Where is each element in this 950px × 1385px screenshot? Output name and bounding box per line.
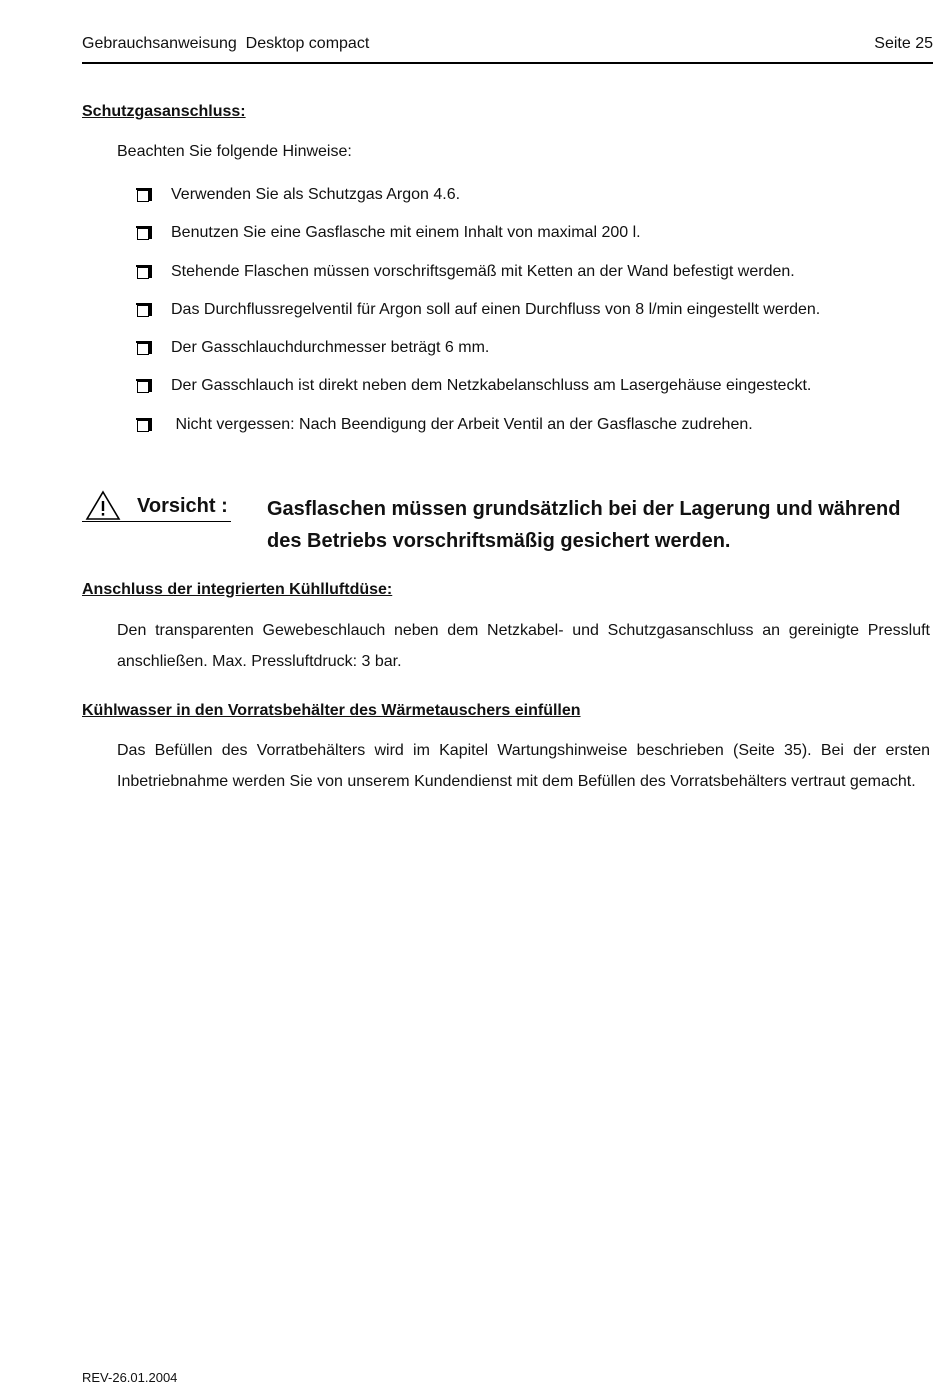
- list-item: [137, 377, 820, 415]
- hint-list: [137, 186, 820, 454]
- section-intro: Beachten Sie folgende Hinweise:: [117, 143, 352, 160]
- warning-triangle-icon: [85, 490, 121, 520]
- document-title: Gebrauchsanweisung Desktop compact: [82, 35, 370, 52]
- section-heading-kuehlwasser: Kühlwasser in den Vorratsbehälter des Wärmetauschers einfüllen: [82, 702, 581, 719]
- page-header: [82, 34, 933, 64]
- list-item: [137, 416, 820, 454]
- warning-text: Gasflaschen müssen grundsätzlich bei der Lagerung und während des Betriebs vorschriftsmäßig gesichert werden.: [267, 498, 901, 552]
- list-item-text: Der Gasschlauchdurchmesser beträgt 6 mm.: [171, 339, 490, 357]
- checkbox-bullet-icon: [137, 305, 149, 317]
- section-paragraph-kuehlluft: Den transparenten Gewebeschlauch neben dem Netzkabel- und Schutzgasanschluss an gereinigte Pressluft anschließen. Max. Pressluftdruck: 3 bar.: [117, 622, 930, 670]
- list-item-text: Der Gasschlauch ist direkt neben dem Netzkabelanschluss am Lasergehäuse eingesteckt.: [171, 377, 812, 395]
- list-item: [137, 186, 820, 224]
- checkbox-bullet-icon: [137, 420, 149, 432]
- section-heading-kuehlluft: Anschluss der integrierten Kühlluftdüse:: [82, 581, 393, 598]
- checkbox-bullet-icon: [137, 228, 149, 240]
- warning-label: [82, 488, 231, 522]
- list-item: [137, 301, 820, 339]
- page-number: Seite 25: [874, 35, 933, 52]
- checkbox-bullet-icon: [137, 381, 149, 393]
- list-item: [137, 339, 820, 377]
- list-item: [137, 224, 820, 262]
- checkbox-bullet-icon: [137, 343, 149, 355]
- section-paragraph-kuehlwasser: Das Befüllen des Vorratbehälters wird im Kapitel Wartungshinweise beschrieben (Seite 35). Bei der ersten Inbetriebnahme werden Sie von unserem Kundendienst mit dem Befüllen des Vorratsbehälters vertraut gemacht.: [117, 742, 930, 790]
- list-item-text: Verwenden Sie als Schutzgas Argon 4.6.: [171, 186, 461, 203]
- list-item: [137, 263, 820, 301]
- list-item-text: Das Durchflussregelventil für Argon soll auf einen Durchfluss von 8 l/min eingestellt werden.: [171, 300, 821, 318]
- list-item-text: Nicht vergessen: Nach Beendigung der Arbeit Ventil an der Gasflasche zudrehen.: [171, 415, 753, 433]
- checkbox-bullet-icon: [137, 267, 149, 279]
- checkbox-bullet-icon: [137, 190, 149, 202]
- warning-word: Vorsicht :: [137, 495, 228, 517]
- list-item-text: Stehende Flaschen müssen vorschriftsgemäß mit Ketten an der Wand befestigt werden.: [171, 262, 795, 280]
- section-heading-schutzgas: Schutzgasanschluss:: [82, 103, 246, 120]
- list-item-text: Benutzen Sie eine Gasflasche mit einem Inhalt von maximal 200 l.: [171, 224, 641, 242]
- revision-footer: REV-26.01.2004: [82, 1370, 178, 1385]
